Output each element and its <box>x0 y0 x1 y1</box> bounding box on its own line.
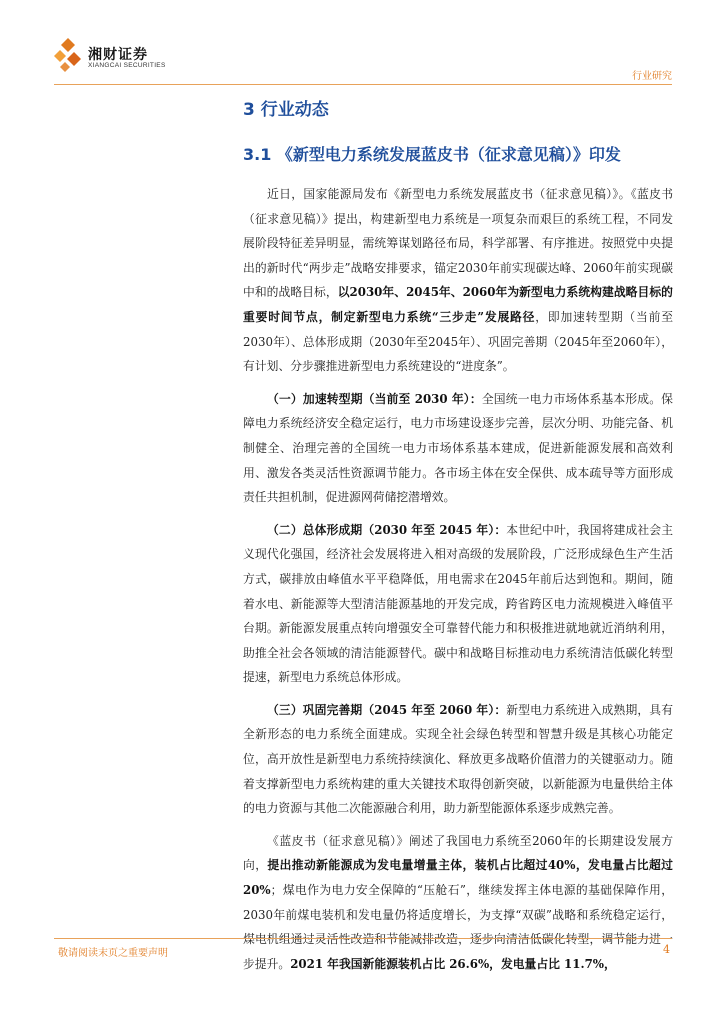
footer-disclaimer: 敬请阅读末页之重要声明 <box>58 948 168 959</box>
summary-text-a: 《蓝皮书（征求意见稿）》阐述了我国电力系统至2060年的长期建设发展方向， <box>243 833 673 873</box>
paragraph-intro <box>243 182 673 379</box>
phase-2-title: （二）总体形成期（2030 年至 2045 年）： <box>267 522 507 537</box>
summary-text-c: ；煤电作为电力安全保障的“压舱石”，继续发挥主体电源的基础保障作用，2030年前煤电装机和发电量仍将适度增长，为支撑“双碳”战略和系统稳定运行，煤电机组通过灵活性改造和节能减排改造，逐步向清洁低碳化转型，调节能力进一步提升。 <box>243 883 673 971</box>
section-heading: 3 行业动态 <box>243 100 329 120</box>
summary-text-bold: 提出推动新能源成为发电量增量主体，装机占比超过40%，发电量占比超过20% <box>243 858 673 898</box>
paragraph-phase-1 <box>243 387 673 510</box>
intro-text-a: 近日，国家能源局发布《新型电力系统发展蓝皮书（征求意见稿）》。《蓝皮书（征求意见稿）》提出，构建新型电力系统是一项复杂而艰巨的系统工程，不同发展阶段特征差异明显，需统筹谋划路径布局，科学部署、有序推进。按照党中央提出的新时代“两步走”战略安排要求，锚定2030年前实现碳达峰、2060年前实现碳中和的战略目标， <box>243 187 673 300</box>
page-number: 4 <box>663 943 670 956</box>
logo-text-cn: 湘财证券 <box>88 47 148 63</box>
phase-2-text: 本世纪中叶，我国将建成社会主义现代化强国，经济社会发展将进入相对高级的发展阶段，广泛形成绿色生产生活方式，碳排放由峰值水平平稳降低，用电需求在2045年前后达到饱和。期间，随着水电、新能源等大型清洁能源基地的开发完成，跨省跨区电力流规模进入峰值平台期。新能源发展重点转向增强安全可靠替代能力和积极推进就地就近消纳利用，助推全社会各领域的清洁能源替代。碳中和战略目标推动电力系统清洁低碳化转型提速，新型电力系统总体形成。 <box>243 522 673 685</box>
phase-3-text: 新型电力系统进入成熟期，具有全新形态的电力系统全面建成。实现全社会绿色转型和智慧升级是其核心功能定位，高开放性是新型电力系统持续演化、释放更多战略价值潜力的关键驱动力。随着支撑新型电力系统构建的重大关键技术取得创新突破，以新能源为电量供给主体的电力资源与其他二次能源融合利用，助力新型能源体系逐步成熟完善。 <box>243 702 673 816</box>
body-text <box>243 182 673 984</box>
footer-divider <box>54 938 672 939</box>
paragraph-phase-3 <box>243 698 673 821</box>
logo-mark-icon <box>54 38 82 74</box>
intro-text-bold: 以2030年、2045年、2060年为新型电力系统构建战略目标的重要时间节点，制定新型电力系统“三步走”发展路径 <box>243 285 673 324</box>
logo-text-en: XIANGCAI SECURITIES <box>88 62 166 69</box>
summary-text-bold-2: 2021 年我国新能源装机占比 26.6%，发电量占比 11.7%， <box>290 956 616 971</box>
phase-3-title: （三）巩固完善期（2045 年至 2060 年）： <box>267 702 507 717</box>
intro-text-c: ，即加速转型期（当前至2030年）、总体形成期（2030年至2045年）、巩固完善期（2045年至2060年），有计划、分步骤推进新型电力系统建设的“进度条”。 <box>243 309 673 374</box>
subsection-heading: 3.1 《新型电力系统发展蓝皮书（征求意见稿）》印发 <box>243 145 621 164</box>
paragraph-phase-2 <box>243 518 673 690</box>
company-logo <box>54 38 164 78</box>
paragraph-summary <box>243 829 673 977</box>
header-category-label: 行业研究 <box>632 71 672 82</box>
phase-1-text: 全国统一电力市场体系基本形成。保障电力系统经济安全稳定运行，电力市场建设逐步完善，层次分明、功能完备、机制健全、治理完善的全国统一电力市场体系基本建成，促进新能源发展和高效利用、激发各类灵活性资源调节能力。各市场主体在安全保供、成本疏导等方面形成责任共担机制，促进源网荷储挖潜增效。 <box>243 391 673 505</box>
phase-1-title: （一）加速转型期（当前至 2030 年）： <box>267 391 482 406</box>
header-divider <box>54 84 672 85</box>
